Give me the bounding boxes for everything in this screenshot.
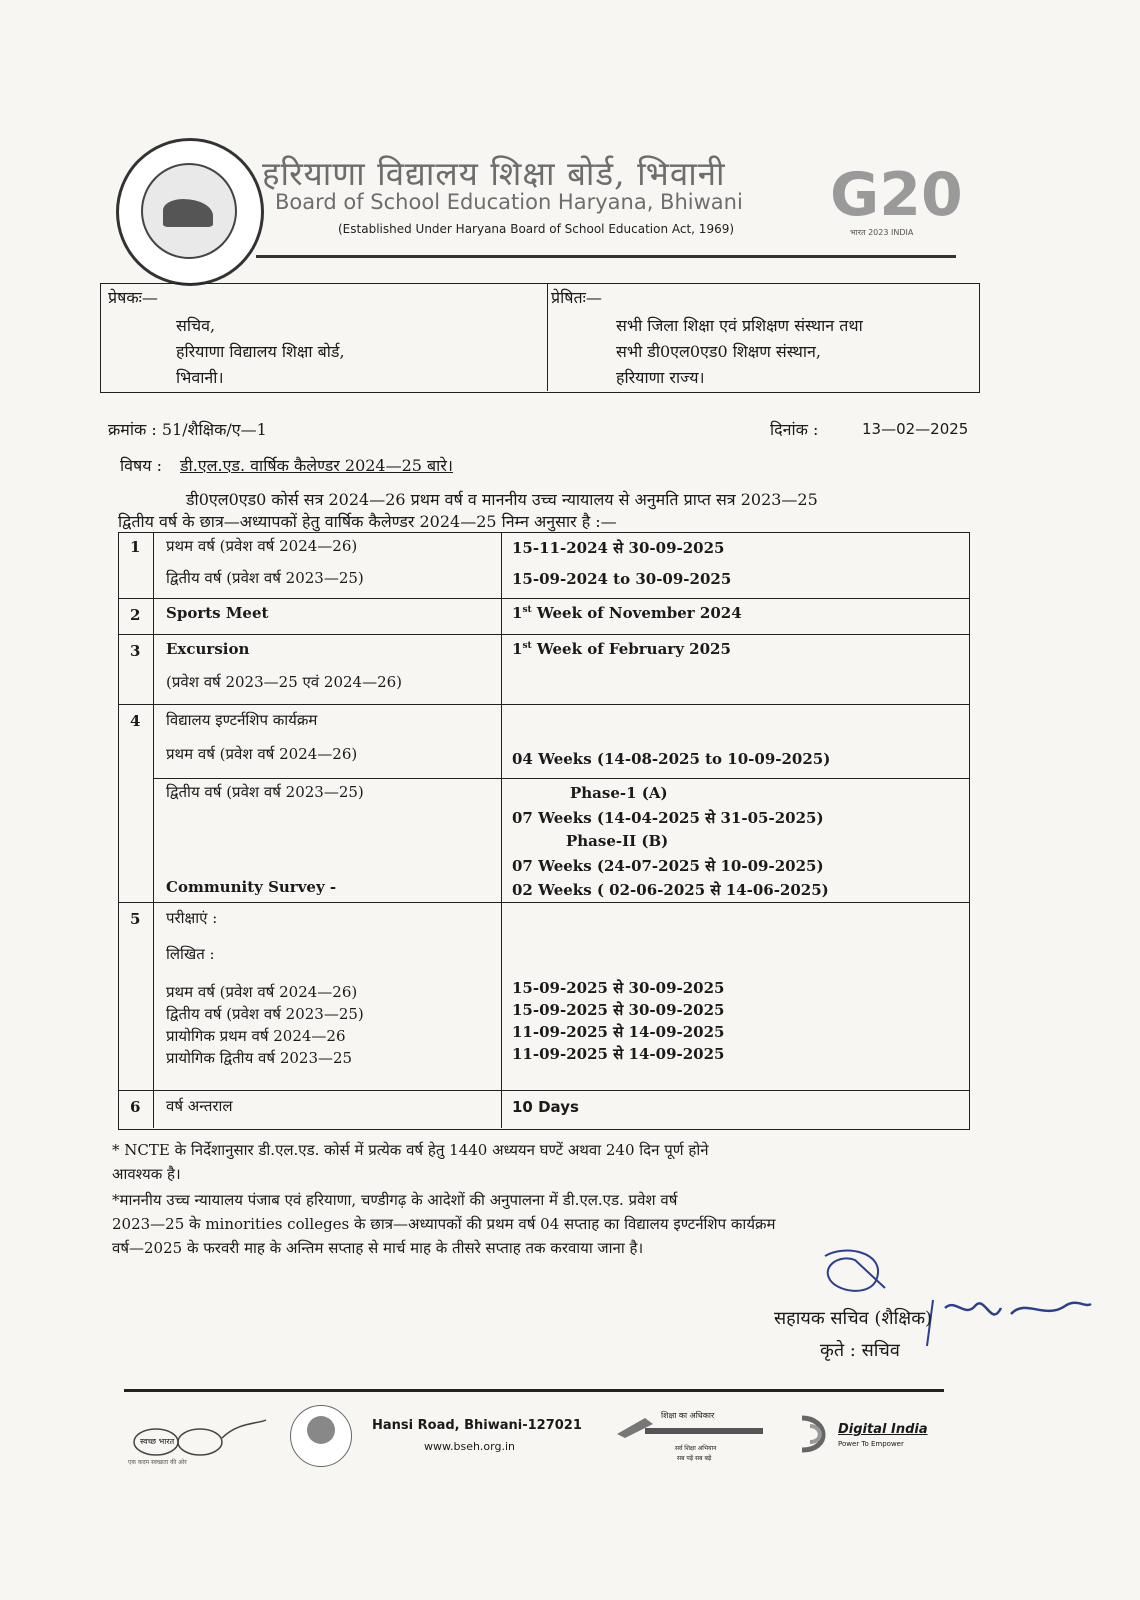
sender-label: प्रेषकः— (108, 288, 158, 307)
subject-label: विषय : (120, 456, 163, 475)
footer-rule (124, 1389, 944, 1392)
row-activity: लिखित : (166, 945, 215, 963)
row-activity: प्रथम वर्ष (प्रवेश वर्ष 2024—26) (166, 745, 358, 763)
row-schedule (512, 640, 731, 658)
digital-india-text: Digital India (838, 1422, 928, 1437)
note-line: 2023—25 के minorities colleges के छात्र—अध्यापकों की प्रथम वर्ष 04 सप्ताह का विद्यालय इण्टर्नशिप कार्यक्रम (112, 1215, 776, 1233)
recipient-line: हरियाणा राज्य। (616, 368, 705, 387)
row-activity: द्वितीय वर्ष (प्रवेश वर्ष 2023—25) (166, 569, 364, 587)
table-column-divider (153, 532, 154, 1128)
swachh-text: स्वच्छ भारत (140, 1437, 175, 1446)
signatory-for: कृते : सचिव (820, 1340, 900, 1361)
row-activity: (प्रवेश वर्ष 2023—25 एवं 2024—26) (166, 673, 403, 691)
note-line: *माननीय उच्च न्यायालय पंजाब एवं हरियाणा, चण्डीगढ़ के आदेशों की अनुपालना में डी.एल.एड. प्रवेश वर्ष (112, 1191, 678, 1209)
row-number: 2 (130, 606, 141, 624)
sender-line: सचिव, (176, 316, 216, 335)
row-schedule: Phase-1 (A) (570, 784, 668, 802)
swachh-subtext: एक कदम स्वच्छता की ओर (128, 1459, 187, 1466)
row-activity: Sports Meet (166, 604, 269, 622)
footer-address: Hansi Road, Bhiwani-127021 (372, 1418, 582, 1433)
face-icon (307, 1416, 335, 1444)
row-schedule: 11-09-2025 से 14-09-2025 (512, 1045, 725, 1063)
row-number: 4 (130, 712, 141, 730)
row-schedule: 04 Weeks (14-08-2025 to 10-09-2025) (512, 750, 831, 768)
sender-line: हरियाणा विद्यालय शिक्षा बोर्ड, (176, 342, 345, 361)
recipient-line: सभी डी0एल0एड0 शिक्षण संस्थान, (616, 342, 821, 361)
note-line: वर्ष—2025 के फरवरी माह के अन्तिम सप्ताह से मार्च माह के तीसरे सप्ताह तक करवाया जाना है। (112, 1239, 644, 1257)
table-row-divider (118, 902, 969, 903)
header-rule (256, 255, 956, 258)
bseh-emblem (116, 138, 264, 286)
row-schedule: 15-11-2024 से 30-09-2025 (512, 539, 725, 557)
ordinal-suffix: st (522, 605, 532, 615)
table-row-divider (118, 634, 969, 635)
signatory-title: सहायक सचिव (शैक्षिक) (774, 1308, 933, 1329)
row-number: 1 (130, 538, 141, 556)
row-number: 3 (130, 642, 141, 660)
note-line: आवश्यक है। (112, 1165, 181, 1183)
recipient-label: प्रेषितः— (551, 288, 602, 307)
address-divider (547, 283, 548, 391)
table-row-divider (154, 778, 969, 779)
date-value: 13—02—2025 (862, 420, 969, 438)
digital-india-icon (798, 1414, 834, 1454)
beti-bachao-logo (290, 1405, 352, 1467)
row-schedule: 07 Weeks (24-07-2025 से 10-09-2025) (512, 857, 824, 875)
date-label: दिनांक : (770, 420, 819, 439)
note-line: * NCTE के निर्देशानुसार डी.एल.एड. कोर्स में प्रत्येक वर्ष हेतु 1440 अध्ययन घण्टें अथवा 240 दिन पूर्ण होने (112, 1141, 709, 1159)
shiksha-text: शिक्षा का अधिकार (661, 1411, 715, 1420)
g20-logo-text: G20 (830, 160, 963, 230)
reference-number: क्रमांक : 51/शैक्षिक/ए—1 (108, 420, 267, 439)
subject-text: डी.एल.एड. वार्षिक कैलेण्डर 2024—25 बारे। (180, 456, 453, 475)
board-name-english: Board of School Education Haryana, Bhiwani (275, 190, 743, 214)
g20-logo (830, 160, 963, 245)
row-schedule: Phase-II (B) (566, 832, 669, 850)
digital-india-subtext: Power To Empower (838, 1440, 904, 1448)
row-activity: द्वितीय वर्ष (प्रवेश वर्ष 2023—25) (166, 1005, 364, 1023)
digital-india-logo (798, 1410, 938, 1460)
footer-website[interactable]: www.bseh.org.in (424, 1440, 515, 1453)
row-schedule: 02 Weeks ( 02-06-2025 से 14-06-2025) (512, 881, 829, 899)
established-note: (Established Under Haryana Board of School Education Act, 1969) (338, 222, 735, 236)
intro-line: द्वितीय वर्ष के छात्र—अध्यापकों हेतु वार्षिक कैलेण्डर 2024—25 निम्न अनुसार है :— (118, 512, 617, 531)
recipient-line: सभी जिला शिक्षा एवं प्रशिक्षण संस्थान तथा (616, 316, 863, 335)
row-schedule (512, 604, 742, 622)
row-schedule: 15-09-2024 to 30-09-2025 (512, 570, 732, 588)
row-number: 5 (130, 910, 141, 928)
table-row-divider (118, 598, 969, 599)
g20-logo-sub: भारत 2023 INDIA (850, 228, 914, 237)
shiksha-adhikar-logo (615, 1410, 775, 1470)
row-schedule: 10 Days (512, 1098, 579, 1116)
table-row-divider (118, 704, 969, 705)
row-activity: प्रायोगिक प्रथम वर्ष 2024—26 (166, 1027, 346, 1045)
row-activity: Excursion (166, 640, 250, 658)
row-schedule-text: Week of November 2024 (531, 604, 742, 622)
row-schedule-text: Week of February 2025 (531, 640, 731, 658)
row-activity: विद्यालय इण्टर्नशिप कार्यक्रम (166, 711, 318, 729)
row-schedule: 15-09-2025 से 30-09-2025 (512, 979, 725, 997)
row-number: 6 (130, 1098, 141, 1116)
row-schedule: 11-09-2025 से 14-09-2025 (512, 1023, 725, 1041)
board-name-hindi: हरियाणा विद्यालय शिक्षा बोर्ड, भिवानी (262, 154, 726, 193)
row-schedule: 15-09-2025 से 30-09-2025 (512, 1001, 725, 1019)
ordinal-number: 1 (512, 640, 523, 658)
ordinal-number: 1 (512, 604, 523, 622)
row-activity: द्वितीय वर्ष (प्रवेश वर्ष 2023—25) (166, 783, 364, 801)
row-activity: प्रथम वर्ष (प्रवेश वर्ष 2024—26) (166, 983, 358, 1001)
intro-line: डी0एल0एड0 कोर्स सत्र 2024—26 प्रथम वर्ष व माननीय उच्च न्यायालय से अनुमति प्राप्त सत्र 2023—25 (186, 490, 818, 509)
row-activity: प्रायोगिक द्वितीय वर्ष 2023—25 (166, 1049, 353, 1067)
row-schedule: 07 Weeks (14-04-2025 से 31-05-2025) (512, 809, 824, 827)
row-activity: परीक्षाएं : (166, 909, 218, 927)
row-activity: प्रथम वर्ष (प्रवेश वर्ष 2024—26) (166, 537, 358, 555)
row-activity: वर्ष अन्तराल (166, 1097, 233, 1115)
table-column-divider (501, 532, 502, 1128)
shiksha-subtext: सर्व शिक्षा अभियान (675, 1445, 717, 1452)
table-row-divider (118, 1090, 969, 1091)
sender-line: भिवानी। (176, 368, 224, 387)
row-activity: Community Survey - (166, 878, 337, 896)
shiksha-subtext: सब पढ़ें सब बढ़ें (677, 1455, 712, 1462)
address-box (100, 283, 980, 393)
swachh-bharat-logo (118, 1418, 268, 1468)
ordinal-suffix: st (522, 641, 532, 651)
